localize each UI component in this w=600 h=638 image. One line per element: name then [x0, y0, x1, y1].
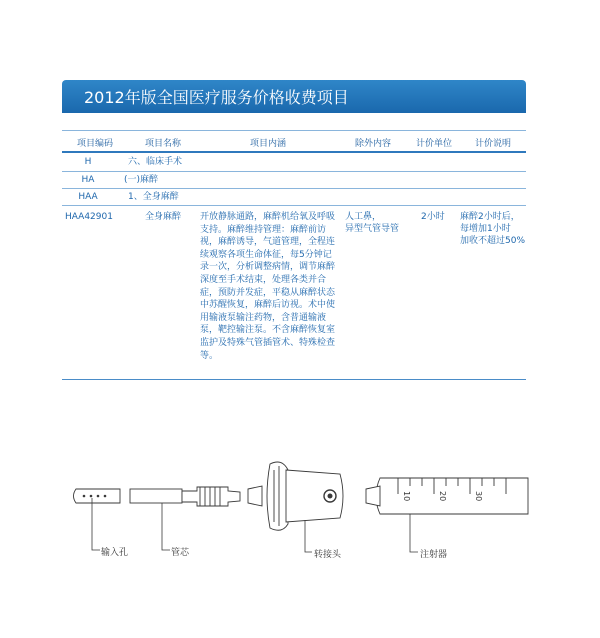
row-code: HAA: [78, 192, 98, 202]
scale-mark: 10: [402, 491, 411, 502]
scale-mark: 20: [438, 491, 447, 502]
page-title: 2012年版全国医疗服务价格收费项目: [84, 88, 349, 107]
adapter-body: [248, 486, 262, 506]
header-name: 项目名称: [144, 139, 181, 149]
header-code: 项目编码: [76, 139, 113, 149]
syringe-barrel: [376, 478, 528, 514]
row-unit: 2小时: [421, 212, 445, 222]
row-content: 开放静脉通路，麻醉机给氧及呼吸支持。麻醉维持管理：麻醉前访视，麻醉诱导，气道管理，全程连续观察各项生命体征，每5分钟记录一次，分析调整病情，调节麻醉深度至手术结束，处理各类并合症，预防并发症，平稳从麻醉状态中苏醒恢复，麻醉后访视。术中使用输液泵输注药物，含普通输液泵，靶控输注泵。不含麻醉恢复室监护及特殊气管插管术、特殊检查等。: [200, 212, 336, 361]
header-unit: 计价单位: [415, 139, 452, 149]
core-connector: [182, 487, 240, 506]
adapter-flange: [267, 462, 288, 530]
row-exclusions: 人工鼻， 异型气管导管: [345, 212, 400, 234]
syringe-tip: [366, 486, 380, 506]
row-name: (一)麻醉: [124, 175, 159, 185]
row-name: 六、临床手术: [128, 157, 183, 167]
row-name: 全身麻醉: [144, 212, 181, 222]
header-exclusions: 除外内容: [354, 139, 391, 149]
scale-mark: 30: [474, 491, 483, 502]
label-adapter: 转接头: [314, 550, 342, 560]
row-name: 1、全身麻醉: [128, 192, 179, 202]
row-note: 麻醉2小时后， 每增加1小时 加收不超过50%: [460, 212, 526, 246]
row-code: HAA42901: [65, 212, 113, 222]
label-syringe: 注射器: [420, 550, 448, 560]
label-input-port: 输入孔: [101, 548, 129, 558]
row-code: HA: [81, 175, 95, 185]
label-core: 管芯: [171, 548, 190, 558]
row-code: H: [84, 157, 92, 167]
core-tube: [130, 489, 182, 503]
header-content: 项目内涵: [249, 139, 286, 149]
header-note: 计价说明: [474, 139, 511, 149]
